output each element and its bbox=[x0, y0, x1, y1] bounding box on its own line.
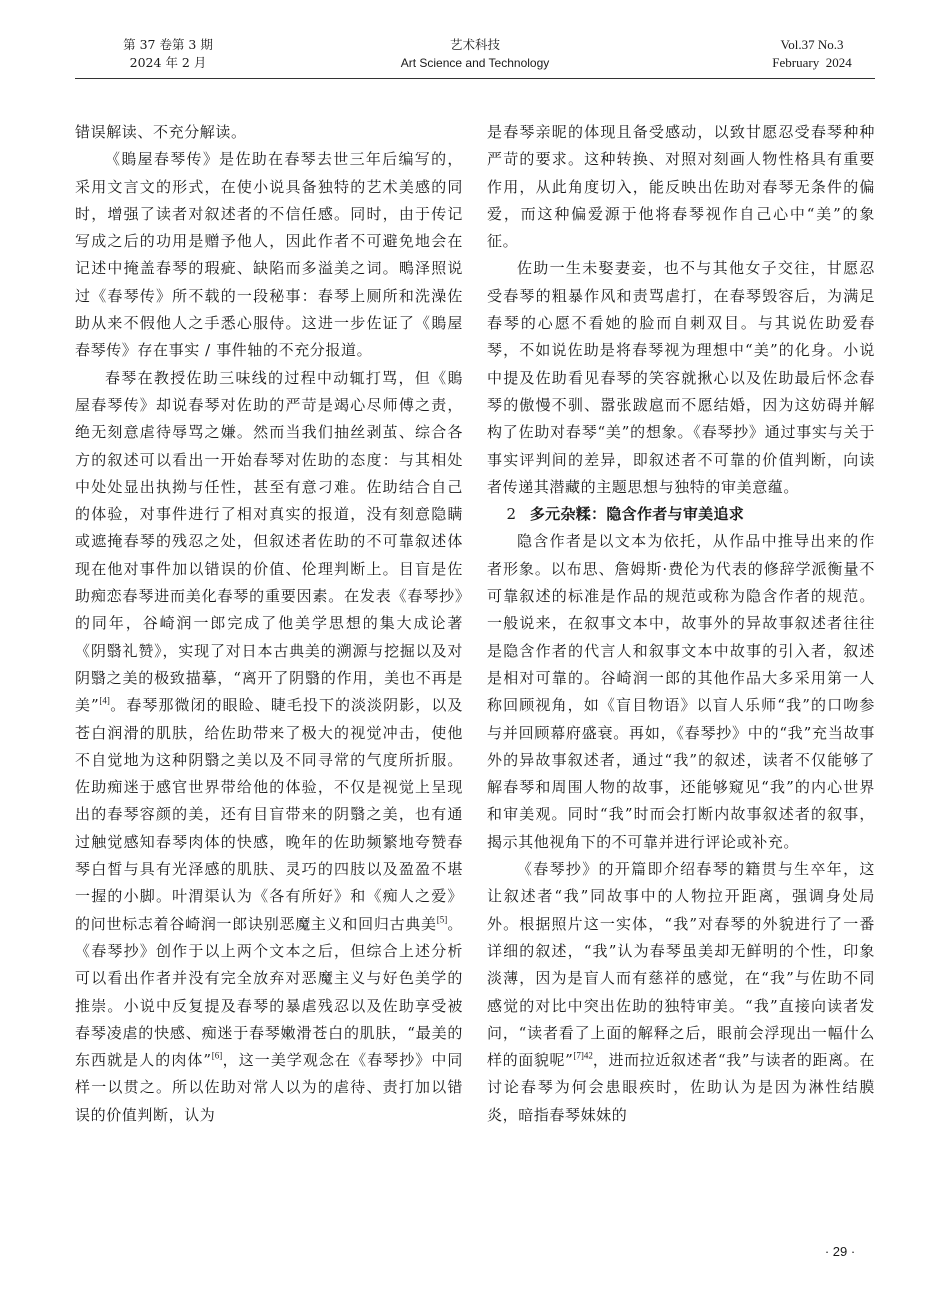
volume-issue-cn: 第 37 卷第 3 期 bbox=[123, 37, 213, 52]
volume-issue-en: Vol.37 No.3 bbox=[780, 37, 844, 52]
citation-ref: [5] bbox=[436, 914, 448, 925]
date-cn: 2024 年 2 月 bbox=[129, 55, 207, 70]
paragraph: 错误解读、不充分解读。 bbox=[75, 123, 247, 141]
paragraph: 隐含作者是以文本为依托，从作品中推导出来的作者形象。以布思、詹姆斯·费伦为代表的修辞学派衡量不可靠叙述的标准是作品的规范或称为隐含作者的规范。一般说来，在叙事文本中，故事外的异故事叙述者往往是隐含作者的代言人和叙事文本中故事的引入者，叙述是相对可靠的。谷崎润一郎的其他作品大多采用第一人称回顾视角，如《盲目物语》以盲人乐师“我”的口吻参与并回顾幕府盛衰。再如，《春琴抄》中的“我”充当故事外的异故事叙述者，通过“我”的叙述，读者不仅能够了解春琴和周围人物的故事，还能够窥见“我”的内心世界和审美观。同时“我”时而会打断内故事叙述者的叙事，揭示其他视角下的不可靠并进行评论或补充。 bbox=[487, 532, 875, 851]
paragraph-text: 《春琴抄》的开篇即介绍春琴的籍贯与生卒年，这让叙述者“我”同故事中的人物拉开距离，强调身处局外。根据照片这一实体，“我”对春琴的外貌进行了一番详细的叙述，“我”认为春琴虽美却无鲜明的个性，印象淡薄，因为是盲人而有慈祥的感觉，在“我”与佐助不同感觉的对比中突出佐助的独特审美。“我”直接向读者发问，“读者看了上面的解释之后，眼前会浮现出一幅什么样的面貌呢” bbox=[487, 860, 875, 1070]
right-column bbox=[487, 119, 875, 1129]
paragraph-text: 。春琴那微闭的眼睑、睫毛投下的淡淡阴影，以及苍白润滑的肌肤，给佐助带来了极大的视觉冲击，使他不自觉地为这种阴翳之美以及不同寻常的气度所折服。佐助痴迷于感官世界带给他的体验，不仅是视觉上呈现出的春琴容颜的美，还有目盲带来的阴翳之美，也有通过触觉感知春琴肉体的快感，晚年的佐助频繁地夸赞春琴白皙与具有光泽感的肌肤、灵巧的四肢以及盈盈不堪一握的小脚。叶渭渠认为《各有所好》和《痴人之爱》的问世标志着谷崎润一郎诀别恶魔主义和回归古典美 bbox=[75, 696, 463, 933]
journal-title-cn: 艺术科技 bbox=[449, 37, 500, 52]
paragraph bbox=[75, 365, 463, 1129]
header-center bbox=[375, 36, 575, 72]
citation-ref: [6] bbox=[211, 1050, 223, 1061]
paragraph bbox=[487, 856, 875, 1129]
page-number: · 29 · bbox=[824, 1244, 856, 1259]
paragraph: 佐助一生未娶妻妾，也不与其他女子交往，甘愿忍受春琴的粗暴作风和责骂虐打，在春琴毁容后，为满足春琴的心愿不看她的脸而自刺双目。与其说佐助爱春琴，不如说佐助是将春琴视为理想中“美”的化身。小说中提及佐助看见春琴的笑容就揪心以及佐助最后怀念春琴的傲慢不驯、嚣张跋扈而不愿结婚，因为这妨碍并解构了佐助对春琴“美”的想象。《春琴抄》通过事实与关于事实评判间的差异，即叙述者不可靠的价值判断，向读者传递其潜藏的主题思想与独特的审美意蕴。 bbox=[487, 259, 875, 496]
header-right bbox=[752, 36, 872, 72]
paragraph-text: ，进而拉近叙述者“我”与读者的距离。在讨论春琴为何会患眼疾时，佐助认为是因为淋性结膜炎，暗指春琴妹妹的 bbox=[487, 1051, 875, 1124]
paragraph: 是春琴亲昵的体现且备受感动，以致甘愿忍受春琴种种严苛的要求。这种转换、对照对刻画人物性格具有重要作用，从此角度切入，能反映出佐助对春琴无条件的偏爱，而这种偏爱源于他将春琴视作自己心中“美”的象征。 bbox=[487, 123, 875, 251]
header-divider bbox=[75, 78, 875, 79]
date-en: February 2024 bbox=[772, 55, 852, 70]
section-number: 2 bbox=[506, 505, 517, 524]
left-column bbox=[75, 119, 463, 1129]
paragraph-text: 春琴在教授佐助三味线的过程中动辄打骂，但《鵙屋春琴传》却说春琴对佐助的严苛是竭心尽师傅之责，绝无刻意虐待辱骂之嫌。然而当我们抽丝剥茧、综合各方的叙述可以看出一开始春琴对佐助的态度：与其相处中处处显出执拗与任性，甚至有意刁难。佐助结合自己的体验，对事件进行了相对真实的报道，没有刻意隐瞒或遮掩春琴的残忍之处，但叙述者佐助的不可靠叙述体现在他对事件加以错误的价值、伦理判断上。目盲是佐助痴恋春琴进而美化春琴的重要因素。在发表《春琴抄》的同年，谷崎润一郎完成了他美学思想的集大成论著《阴翳礼赞》，实现了对日本古典美的溯源与挖掘以及对阴翳之美的极致描摹，“离开了阴翳的作用，美也不再是美” bbox=[75, 368, 463, 715]
journal-title-en: Art Science and Technology bbox=[400, 56, 550, 70]
paragraph: 《鵙屋春琴传》是佐助在春琴去世三年后编写的，采用文言文的形式，在使小说具备独特的艺术美感的同时，增强了读者对叙述者的不信任感。同时，由于传记写成之后的功用是赠予他人，因此作者不可避免地会在记述中掩盖春琴的瑕疵、缺陷而多溢美之词。鴫泽照说过《春琴传》所不载的一段秘事：春琴上厕所和洗澡佐助从来不假他人之手悉心服侍。这进一步佐证了《鵙屋春琴传》存在事实 / 事件轴的不充分报道。 bbox=[75, 150, 463, 360]
citation-ref: [4] bbox=[99, 695, 110, 706]
paragraph-text: 。《春琴抄》创作于以上两个文本之后，但综合上述分析可以看出作者并没有完全放弃对恶魔主义与好色美学的推崇。小说中反复提及春琴的暴虐残忍以及佐助享受被春琴凌虐的快感、痴迷于春琴嫩滑苍白的肌肤，“最美的东西就是人的肉体” bbox=[75, 914, 463, 1070]
paragraph-text: ，这一美学观念在《春琴抄》中同样一以贯之。所以佐助对常人以为的虐待、责打加以错误的价值判断，认为 bbox=[75, 1051, 463, 1124]
section-title: 多元杂糅：隐含作者与审美追求 bbox=[529, 505, 745, 524]
header-left bbox=[98, 36, 238, 72]
section-heading bbox=[487, 501, 875, 528]
citation-ref: [7]42 bbox=[573, 1050, 593, 1061]
